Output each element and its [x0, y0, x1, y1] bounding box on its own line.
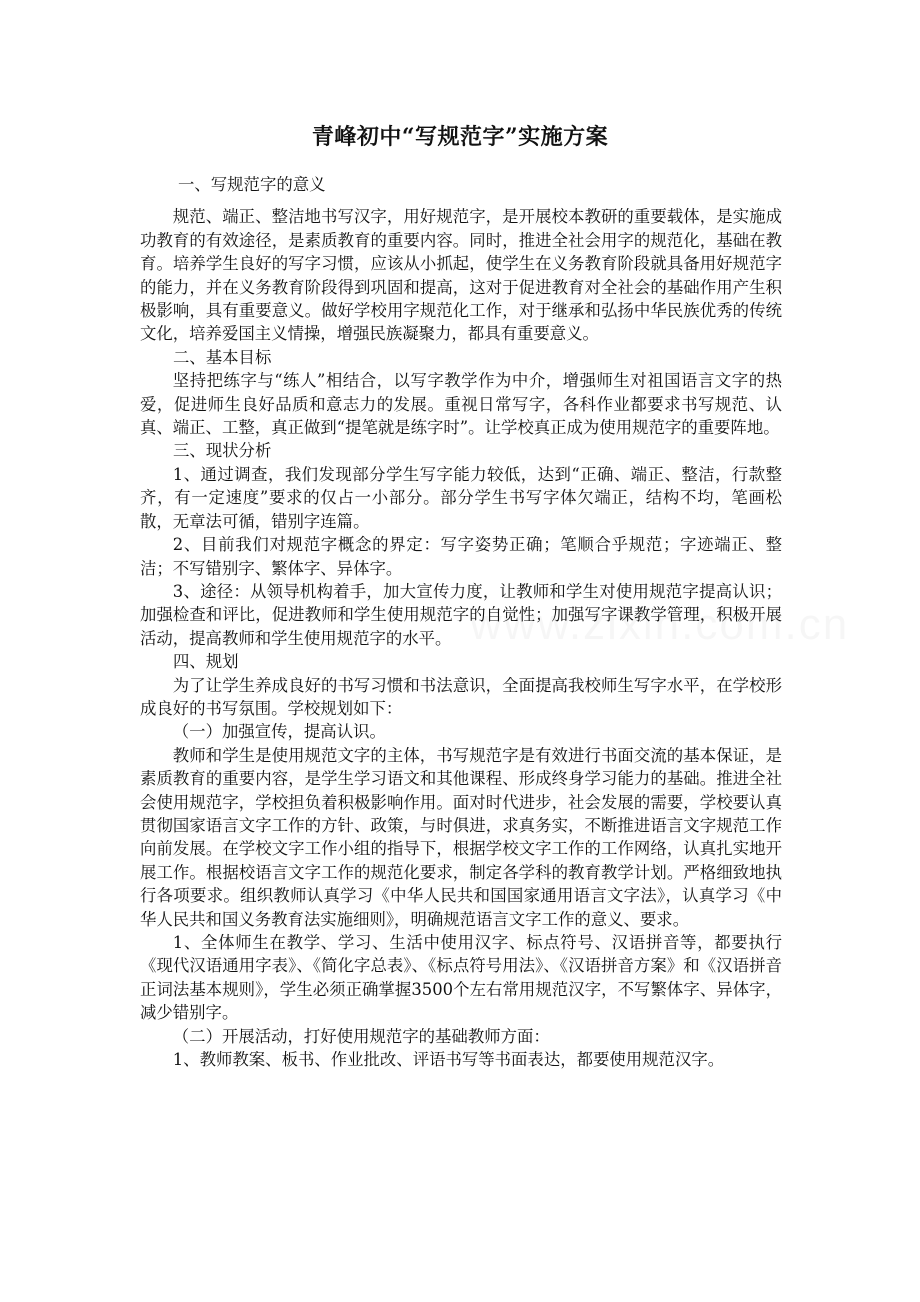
paragraph: 1、教师教案、板书、作业批改、评语书写等书面表达，都要使用规范汉字。 — [172, 1050, 725, 1070]
paragraph: 1、全体师生在教学、学习、生活中使用汉字、标点符号、汉语拼音等，都要执行《现代汉语通用字表》、《简化字总表》、《标点符号用法》、《汉语拼音方案》和《汉语拼音正词法基本规则》，学生必须正确掌握3500个左右常用规范汉字，不写繁体字、异体字，减少错别字。 — [140, 933, 782, 1023]
subheading: （二）开展活动，打好使用规范字的基础教师方面： — [172, 1026, 550, 1046]
paragraph: 1、通过调查，我们发现部分学生写字能力较低，达到“正确、端正、整洁，行款整齐，有一定速度”要求的仅占一小部分。部分学生书写字体欠端正，结构不均，笔画松散，无章法可循，错别字连篇。 — [140, 464, 782, 531]
paragraph: 为了让学生养成良好的书写习惯和书法意识，全面提高我校师生写字水平，在学校形成良好的书写氛围。学校规划如下： — [140, 675, 782, 718]
section-heading-2: 二、基本目标 — [173, 347, 272, 367]
paragraph: 2、目前我们对规范字概念的界定：写字姿势正确；笔顺合乎规范；字迹端正、整洁；不写错别字、繁体字、异体字。 — [140, 535, 782, 578]
paragraph: 规范、端正、整洁地书写汉字，用好规范字，是开展校本教研的重要载体，是实施成功教育的有效途径，是素质教育的重要内容。同时，推进全社会用字的规范化，基础在教育。培养学生良好的写字习惯，应该从小抓起，使学生在义务教育阶段就具备用好规范字的能力，并在义务教育阶段得到巩固和提高，这对于促进教育对全社会的基础作用产生积极影响，具有重要意义。做好学校用字规范化工作，对于继承和弘扬中华民族优秀的传统文化，培养爱国主义情操，增强民族凝聚力，都具有重要意义。 — [140, 207, 782, 344]
document-body — [140, 173, 782, 1071]
document-title: 青峰初中“写规范字”实施方案 — [311, 124, 609, 150]
paragraph: 坚持把练字与“练人”相结合，以写字教学作为中介，增强师生对祖国语言文字的热爱，促进师生良好品质和意志力的发展。重视日常写字，各科作业都要求书写规范、认真、端正、工整，真正做到“提笔就是练字时”。让学校真正成为使用规范字的重要阵地。 — [140, 371, 782, 438]
paragraph: 3、途径：从领导机构着手，加大宣传力度，让教师和学生对使用规范字提高认识；加强检查和评比，促进教师和学生使用规范字的自觉性；加强写字课教学管理，积极开展活动，提高教师和学生使用规范字的水平。 — [140, 581, 782, 648]
subheading: （一）加强宣传，提高认识。 — [172, 722, 386, 742]
section-heading-4: 四、规划 — [173, 652, 239, 672]
section-heading-1: 一、写规范字的意义 — [178, 175, 326, 194]
paragraph: 教师和学生是使用规范文字的主体，书写规范字是有效进行书面交流的基本保证，是素质教育的重要内容，是学生学习语文和其他课程、形成终身学习能力的基础。推进全社会使用规范字，学校担负着积极影响作用。面对时代进步，社会发展的需要，学校要认真贯彻国家语言文字工作的方针、政策，与时俱进，求真务实，不断推进语言文字规范工作向前发展。在学校文字工作小组的指导下，根据学校文字工作的工作网络，认真扎实地开展工作。根据校语言文字工作的规范化要求，制定各学科的教育教学计划。严格细致地执行各项要求。组织教师认真学习《中华人民共和国国家通用语言文字法》，认真学习《中华人民共和国义务教育法实施细则》，明确规范语言文字工作的意义、要求。 — [140, 745, 782, 929]
section-heading-3: 三、现状分析 — [173, 441, 272, 461]
